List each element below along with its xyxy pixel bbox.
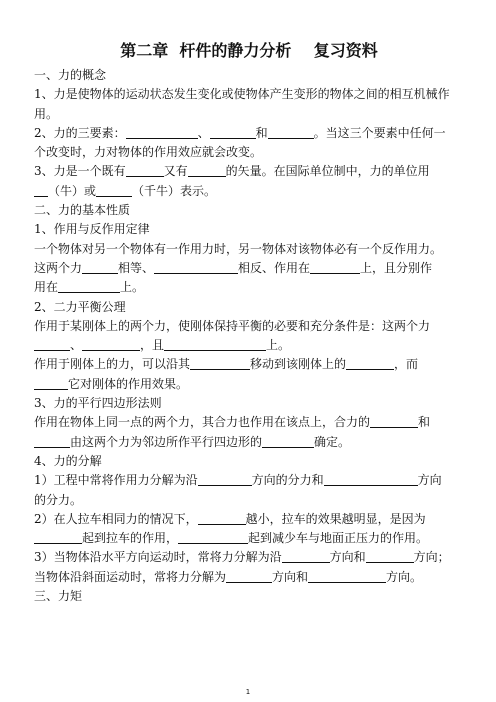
fill-in-blank (190, 356, 250, 370)
text-segment: 方向和 (272, 569, 309, 584)
text-line (34, 375, 464, 394)
document-page (34, 40, 464, 606)
text-segment: 和 (255, 125, 268, 140)
text-segment: 二、力的基本性质 (34, 203, 131, 218)
text-line (34, 240, 464, 259)
text-line (34, 491, 464, 510)
text-line (34, 278, 464, 297)
text-line (34, 85, 464, 104)
text-line (34, 452, 464, 471)
text-line (34, 66, 464, 85)
text-line (34, 298, 464, 317)
text-line (34, 220, 464, 239)
fill-in-blank (282, 549, 330, 563)
fill-in-blank (268, 125, 314, 139)
text-segment: 三、力矩 (34, 589, 83, 604)
text-segment: 上。 (266, 338, 291, 353)
text-segment: 用在 (34, 280, 59, 295)
page-title: 第二章 杆件的静力分析 复习资料 (120, 41, 378, 60)
text-segment: 起到减少车与地面正压力的作用。 (248, 531, 429, 546)
fill-in-blank (366, 549, 414, 563)
text-segment: 由这两个力为邻边所作平行四边形的 (70, 434, 263, 449)
fill-in-blank (126, 125, 198, 139)
fill-in-blank (164, 337, 266, 351)
text-segment: 、 (197, 125, 210, 140)
text-segment: 3、力是一个既有 (34, 164, 126, 179)
fill-in-blank (82, 337, 140, 351)
text-segment: 确定。 (314, 434, 351, 449)
fill-in-blank (262, 434, 314, 448)
fill-in-blank (198, 472, 252, 486)
fill-in-blank (126, 163, 164, 177)
text-segment: 上，且分别作 (360, 260, 433, 275)
text-segment: 方向 (417, 473, 442, 488)
fill-in-blank (154, 260, 238, 274)
text-segment: 用。 (34, 106, 59, 121)
text-line (34, 568, 464, 587)
text-segment: 方向的分力和 (251, 473, 324, 488)
fill-in-blank (34, 183, 48, 197)
text-segment: 2）在人拉车相同力的情况下， (34, 511, 198, 526)
text-line (34, 182, 464, 201)
fill-in-blank (96, 183, 132, 197)
text-segment: 它对刚体的作用效果。 (68, 376, 189, 391)
text-line (34, 548, 464, 567)
text-line (34, 471, 464, 490)
fill-in-blank (58, 279, 120, 293)
text-segment: 4、力的分解 (34, 453, 102, 468)
text-segment: 作用于刚体上的力，可以沿其 (34, 357, 191, 372)
text-line (34, 336, 464, 355)
text-segment: 方向和 (329, 550, 366, 565)
document-body (34, 66, 464, 606)
text-segment: 当物体沿斜面运动时，常将力分解为 (34, 569, 227, 584)
fill-in-blank (34, 337, 70, 351)
text-line (34, 433, 464, 452)
text-line (34, 587, 464, 606)
text-segment: 、 (70, 338, 83, 353)
text-segment: 又有 (163, 164, 188, 179)
text-segment: 方向。 (386, 569, 423, 584)
text-segment: 1、作用与反作用定律 (34, 222, 150, 237)
fill-in-blank (178, 530, 248, 544)
text-segment: 越小，拉车的效果越明显，是因为 (245, 511, 426, 526)
fill-in-blank (198, 511, 246, 525)
fill-in-blank (346, 356, 394, 370)
text-line (34, 394, 464, 413)
text-segment: 相反、作用在 (238, 260, 311, 275)
fill-in-blank (34, 530, 82, 544)
page-number: 1 (245, 688, 251, 696)
fill-in-blank (82, 260, 118, 274)
text-segment: 上。 (120, 280, 145, 295)
text-segment: 这两个力 (34, 260, 83, 275)
text-segment: 相等、 (118, 260, 155, 275)
text-segment: 一、力的概念 (34, 68, 107, 82)
text-segment: 作用在物体上同一点的两个力，其合力也作用在该点上，合力的 (34, 415, 371, 430)
text-segment: 和 (418, 415, 431, 430)
text-segment: ，而 (394, 357, 419, 372)
fill-in-blank (210, 125, 256, 139)
text-line (34, 413, 464, 432)
text-line (34, 124, 464, 143)
text-segment: 移动到该刚体上的 (250, 357, 347, 372)
text-line (34, 162, 464, 181)
fill-in-blank (188, 163, 226, 177)
text-line (34, 105, 464, 124)
text-segment: 起到拉车的作用， (82, 531, 179, 546)
text-segment: 个改变时，力对物体的作用效应就会改变。 (34, 145, 263, 160)
fill-in-blank (370, 414, 418, 428)
text-segment: 2、二力平衡公理 (34, 299, 126, 314)
text-segment: 的分力。 (34, 492, 83, 507)
fill-in-blank (226, 569, 272, 583)
text-line (34, 143, 464, 162)
fill-in-blank (324, 472, 418, 486)
fill-in-blank (310, 260, 360, 274)
text-segment: 1）工程中常将作用力分解为沿 (34, 473, 198, 488)
text-segment: 的矢量。在国际单位制中，力的单位用 (225, 164, 430, 179)
fill-in-blank (34, 376, 68, 390)
text-line (34, 201, 464, 220)
text-line (34, 529, 464, 548)
text-segment: 。当这三个要素中任何一 (313, 125, 446, 140)
text-segment: ，且 (140, 338, 165, 353)
text-segment: （千牛）表示。 (132, 183, 217, 198)
text-segment: 3、力的平行四边形法则 (34, 396, 162, 411)
text-line (34, 510, 464, 529)
fill-in-blank (308, 569, 386, 583)
text-segment: （牛）或 (48, 183, 97, 198)
text-segment: 1、力是使物体的运动状态发生变化或使物体产生变形的物体之间的相互机械作 (34, 87, 450, 102)
text-line (34, 259, 464, 278)
text-line (34, 355, 464, 374)
text-segment: 2、力的三要素： (34, 125, 126, 140)
text-segment: 3）当物体沿水平方向运动时，常将力分解为沿 (34, 550, 282, 565)
text-segment: 作用于某刚体上的两个力，使刚体保持平衡的必要和充分条件是：这两个力 (34, 318, 431, 333)
text-segment: 方向； (413, 550, 450, 565)
text-segment: 一个物体对另一个物体有一作用力时，另一物体对该物体必有一个反作用力。 (34, 241, 443, 256)
text-line (34, 317, 464, 336)
fill-in-blank (34, 434, 70, 448)
